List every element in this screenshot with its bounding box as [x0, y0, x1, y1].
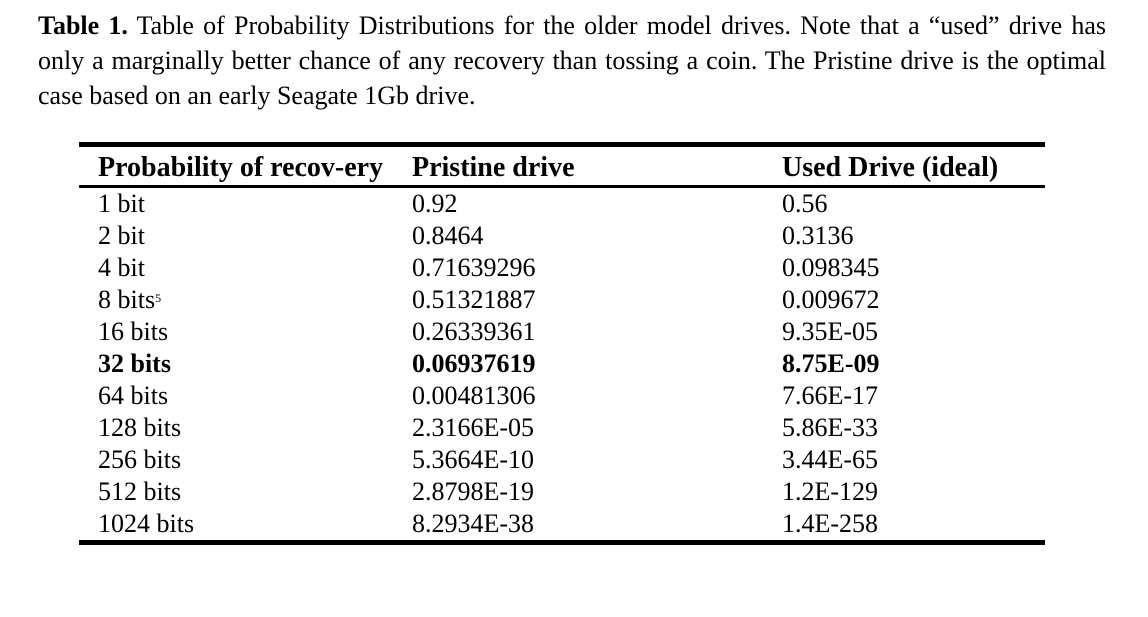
probability-table-container	[79, 142, 1045, 545]
bits-label: 8 bits	[98, 285, 156, 314]
table-row	[79, 508, 1045, 543]
table-row	[79, 284, 1045, 316]
cell-pristine: 2.8798E-19	[412, 477, 535, 506]
caption-label: Table 1.	[38, 11, 128, 40]
table-row	[79, 252, 1045, 284]
cell-pristine: 0.92	[412, 189, 458, 218]
cell-bits	[79, 252, 412, 284]
cell-pristine: 0.71639296	[412, 253, 536, 282]
cell-used: 0.009672	[782, 285, 880, 314]
header-probability-of-recovery: Probability of recov-ery	[98, 152, 384, 183]
table-row	[79, 444, 1045, 476]
cell-used: 0.3136	[782, 221, 854, 250]
caption-text: Table of Probability Distributions for the older model drives. Note that a “used” drive has only a marginally better chance of any recovery than tossing a coin. The Pristine drive is the optimal case based on an early Seagate 1Gb drive.	[38, 11, 1106, 110]
cell-bits	[79, 476, 412, 508]
bits-label: 256 bits	[98, 445, 182, 474]
cell-bits	[79, 284, 412, 316]
table-row	[79, 412, 1045, 444]
probability-table	[79, 142, 1045, 545]
cell-bits	[79, 348, 412, 380]
table-row	[79, 316, 1045, 348]
cell-bits	[79, 444, 412, 476]
cell-bits	[79, 412, 412, 444]
cell-used: 7.66E-17	[782, 381, 879, 410]
bits-label: 16 bits	[98, 317, 169, 346]
table-row	[79, 187, 1045, 221]
bits-label: 128 bits	[98, 413, 182, 442]
cell-used: 9.35E-05	[782, 317, 879, 346]
bits-label: 2 bit	[98, 221, 145, 250]
cell-pristine: 0.06937619	[412, 349, 536, 378]
table-row	[79, 220, 1045, 252]
cell-bits	[79, 508, 412, 543]
cell-pristine: 0.8464	[412, 221, 484, 250]
cell-bits	[79, 380, 412, 412]
cell-pristine: 0.51321887	[412, 285, 536, 314]
table-row	[79, 476, 1045, 508]
cell-used: 8.75E-09	[782, 349, 880, 378]
bits-label: 32 bits	[98, 349, 171, 378]
cell-used: 1.2E-129	[782, 477, 879, 506]
footnote-marker: 5	[155, 291, 162, 305]
table-body	[79, 187, 1045, 543]
cell-bits	[79, 187, 412, 221]
table-row	[79, 380, 1045, 412]
bits-label: 64 bits	[98, 381, 169, 410]
header-pristine-drive: Pristine drive	[412, 152, 575, 183]
bits-label: 512 bits	[98, 477, 182, 506]
table-caption	[38, 8, 1106, 113]
cell-pristine: 0.26339361	[412, 317, 536, 346]
table-header-row	[79, 145, 1045, 187]
cell-bits	[79, 316, 412, 348]
cell-pristine: 0.00481306	[412, 381, 536, 410]
bits-label: 1024 bits	[98, 509, 195, 538]
bits-label: 1 bit	[98, 189, 145, 218]
header-used-drive: Used Drive (ideal)	[782, 152, 999, 183]
table-row	[79, 348, 1045, 380]
cell-pristine: 8.2934E-38	[412, 509, 535, 538]
cell-used: 1.4E-258	[782, 509, 879, 538]
cell-used: 0.098345	[782, 253, 880, 282]
cell-used: 3.44E-65	[782, 445, 879, 474]
bits-label: 4 bit	[98, 253, 145, 282]
cell-used: 5.86E-33	[782, 413, 879, 442]
cell-bits	[79, 220, 412, 252]
cell-used: 0.56	[782, 189, 828, 218]
cell-pristine: 5.3664E-10	[412, 445, 535, 474]
cell-pristine: 2.3166E-05	[412, 413, 535, 442]
